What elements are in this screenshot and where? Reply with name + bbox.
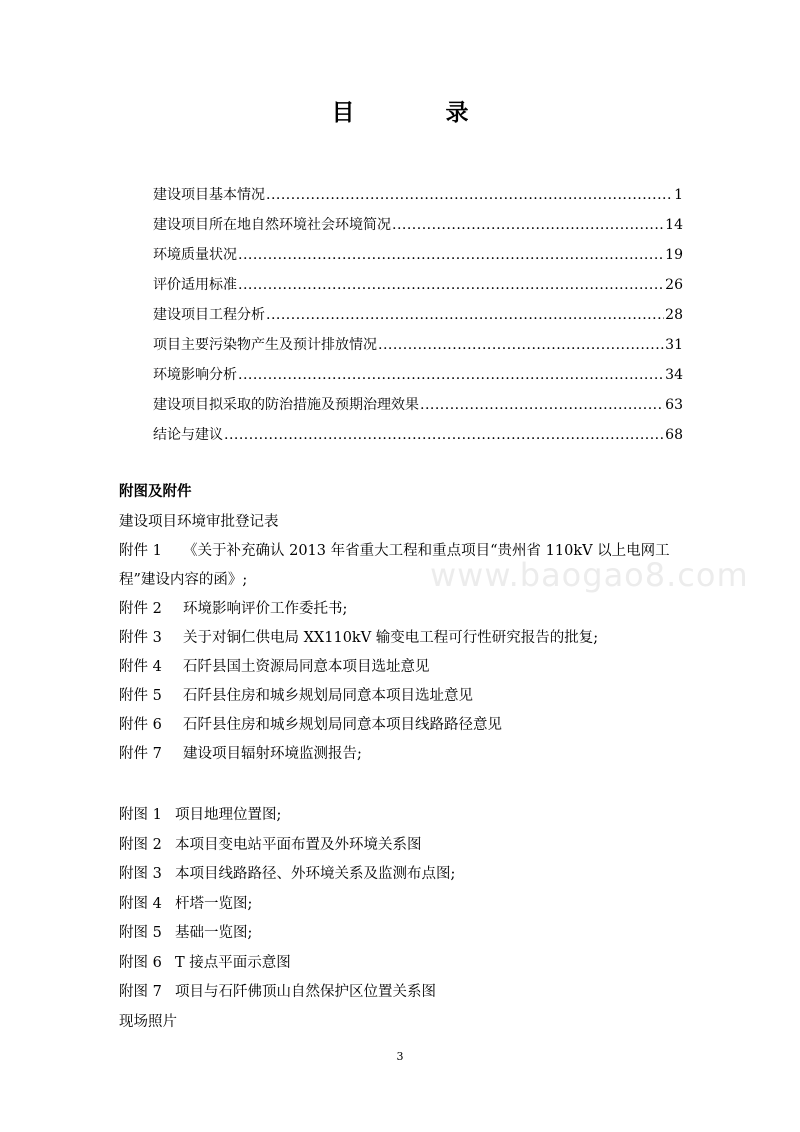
figure-item <box>119 949 689 979</box>
toc-leader-dots <box>238 360 664 390</box>
toc-entry-page: 31 <box>665 337 683 353</box>
figure-text: 本项目变电站平面布置及外环境关系图 <box>175 836 422 853</box>
attachment-item <box>119 537 689 595</box>
figure-text: 基础一览图; <box>175 925 253 941</box>
attachment-item <box>119 624 689 653</box>
toc-entry-label: 环境影响分析 <box>153 367 237 383</box>
attachment-text: 建设项目辐射环境监测报告; <box>183 746 362 762</box>
toc-entry-page: 63 <box>665 397 683 413</box>
page-number: 3 <box>396 1050 404 1063</box>
attachment-text: 关于对铜仁供电局 XX110kV 输变电工程可行性研究报告的批复; <box>183 630 599 646</box>
attachment-label: 附件 3 <box>119 630 162 646</box>
toc-entry[interactable] <box>153 420 683 450</box>
toc-entry[interactable] <box>153 390 683 420</box>
attachment-text: 石阡县住房和城乡规划局同意本项目线路路径意见 <box>183 717 502 733</box>
toc-leader-dots <box>378 330 664 360</box>
watermark-text: www.baogao8.com <box>430 556 749 594</box>
toc-entry-page: 19 <box>665 247 683 263</box>
figure-item <box>119 890 689 920</box>
figure-label: 附图 7 <box>119 984 162 1000</box>
toc-entry-label: 项目主要污染物产生及预计排放情况 <box>153 337 377 353</box>
figure-label: 附图 2 <box>119 836 162 853</box>
figure-item <box>119 919 689 949</box>
toc-entry-page: 34 <box>665 367 683 383</box>
table-of-contents <box>153 180 683 450</box>
figure-label: 附图 4 <box>119 895 162 912</box>
attachment-label: 附件 7 <box>119 746 162 762</box>
figure-label: 附图 3 <box>119 866 162 882</box>
toc-entry-page: 28 <box>665 307 683 323</box>
attachment-item <box>119 653 689 682</box>
toc-leader-dots <box>266 300 664 330</box>
toc-leader-dots <box>266 180 673 210</box>
figure-item <box>119 801 689 831</box>
attachment-label: 附件 1 <box>119 543 162 559</box>
figure-text: 杆塔一览图; <box>175 895 253 912</box>
attachment-item <box>119 595 689 624</box>
toc-entry-page: 1 <box>674 187 683 203</box>
toc-entry-label: 环境质量状况 <box>153 247 237 263</box>
attachment-text: 环境影响评价工作委托书; <box>183 601 348 617</box>
figure-text: 项目与石阡佛顶山自然保护区位置关系图 <box>175 984 436 1000</box>
toc-entry-label: 建设项目拟采取的防治措施及预期治理效果 <box>153 397 419 413</box>
toc-entry-page: 14 <box>665 217 683 233</box>
toc-leader-dots <box>392 210 664 240</box>
toc-entry-label: 建设项目基本情况 <box>153 187 265 203</box>
figure-item <box>119 978 689 1008</box>
toc-entry[interactable] <box>153 240 683 270</box>
attachment-text: 《关于补充确认 2013 年省重大工程和重点项目“贵州省 110kV 以上电网工程”建设内容的函》; <box>119 543 670 588</box>
toc-entry-page: 26 <box>665 277 683 293</box>
toc-entry[interactable] <box>153 210 683 240</box>
attachment-label: 附件 5 <box>119 688 162 704</box>
toc-entry[interactable] <box>153 180 683 210</box>
figure-text: T 接点平面示意图 <box>175 954 291 971</box>
attachments-intro: 建设项目环境审批登记表 <box>119 514 279 530</box>
figure-item <box>119 860 689 890</box>
toc-entry[interactable] <box>153 270 683 300</box>
toc-leader-dots <box>238 240 664 270</box>
toc-entry[interactable] <box>153 300 683 330</box>
toc-entry-label: 结论与建议 <box>153 427 223 443</box>
attachment-item <box>119 740 689 769</box>
toc-entry[interactable] <box>153 330 683 360</box>
toc-entry-label: 建设项目所在地自然环境社会环境简况 <box>153 217 391 233</box>
attachment-item <box>119 711 689 740</box>
attachment-text: 石阡县国土资源局同意本项目选址意见 <box>183 659 430 675</box>
figure-text: 项目地理位置图; <box>175 807 282 823</box>
figure-item <box>119 831 689 861</box>
toc-entry-label: 评价适用标准 <box>153 277 237 293</box>
attachment-text: 石阡县住房和城乡规划局同意本项目选址意见 <box>183 688 473 704</box>
attachment-item <box>119 682 689 711</box>
toc-entry[interactable] <box>153 360 683 390</box>
figure-text: 本项目线路路径、外环境关系及监测布点图; <box>175 866 456 882</box>
toc-leader-dots <box>238 270 664 300</box>
page-title: 目 录 <box>331 99 503 126</box>
attachment-label: 附件 4 <box>119 659 162 675</box>
toc-entry-page: 68 <box>665 427 683 443</box>
toc-leader-dots <box>224 420 664 450</box>
attachments-list <box>119 508 689 769</box>
toc-leader-dots <box>420 390 664 420</box>
figure-label: 附图 6 <box>119 954 162 971</box>
site-photos-item: 现场照片 <box>119 1013 177 1030</box>
toc-entry-label: 建设项目工程分析 <box>153 307 265 323</box>
attachment-label: 附件 2 <box>119 601 162 617</box>
figures-list <box>119 801 689 1037</box>
figure-label: 附图 1 <box>119 807 162 823</box>
figure-label: 附图 5 <box>119 925 162 941</box>
attachment-label: 附件 6 <box>119 717 162 733</box>
attachments-heading: 附图及附件 <box>119 483 192 500</box>
